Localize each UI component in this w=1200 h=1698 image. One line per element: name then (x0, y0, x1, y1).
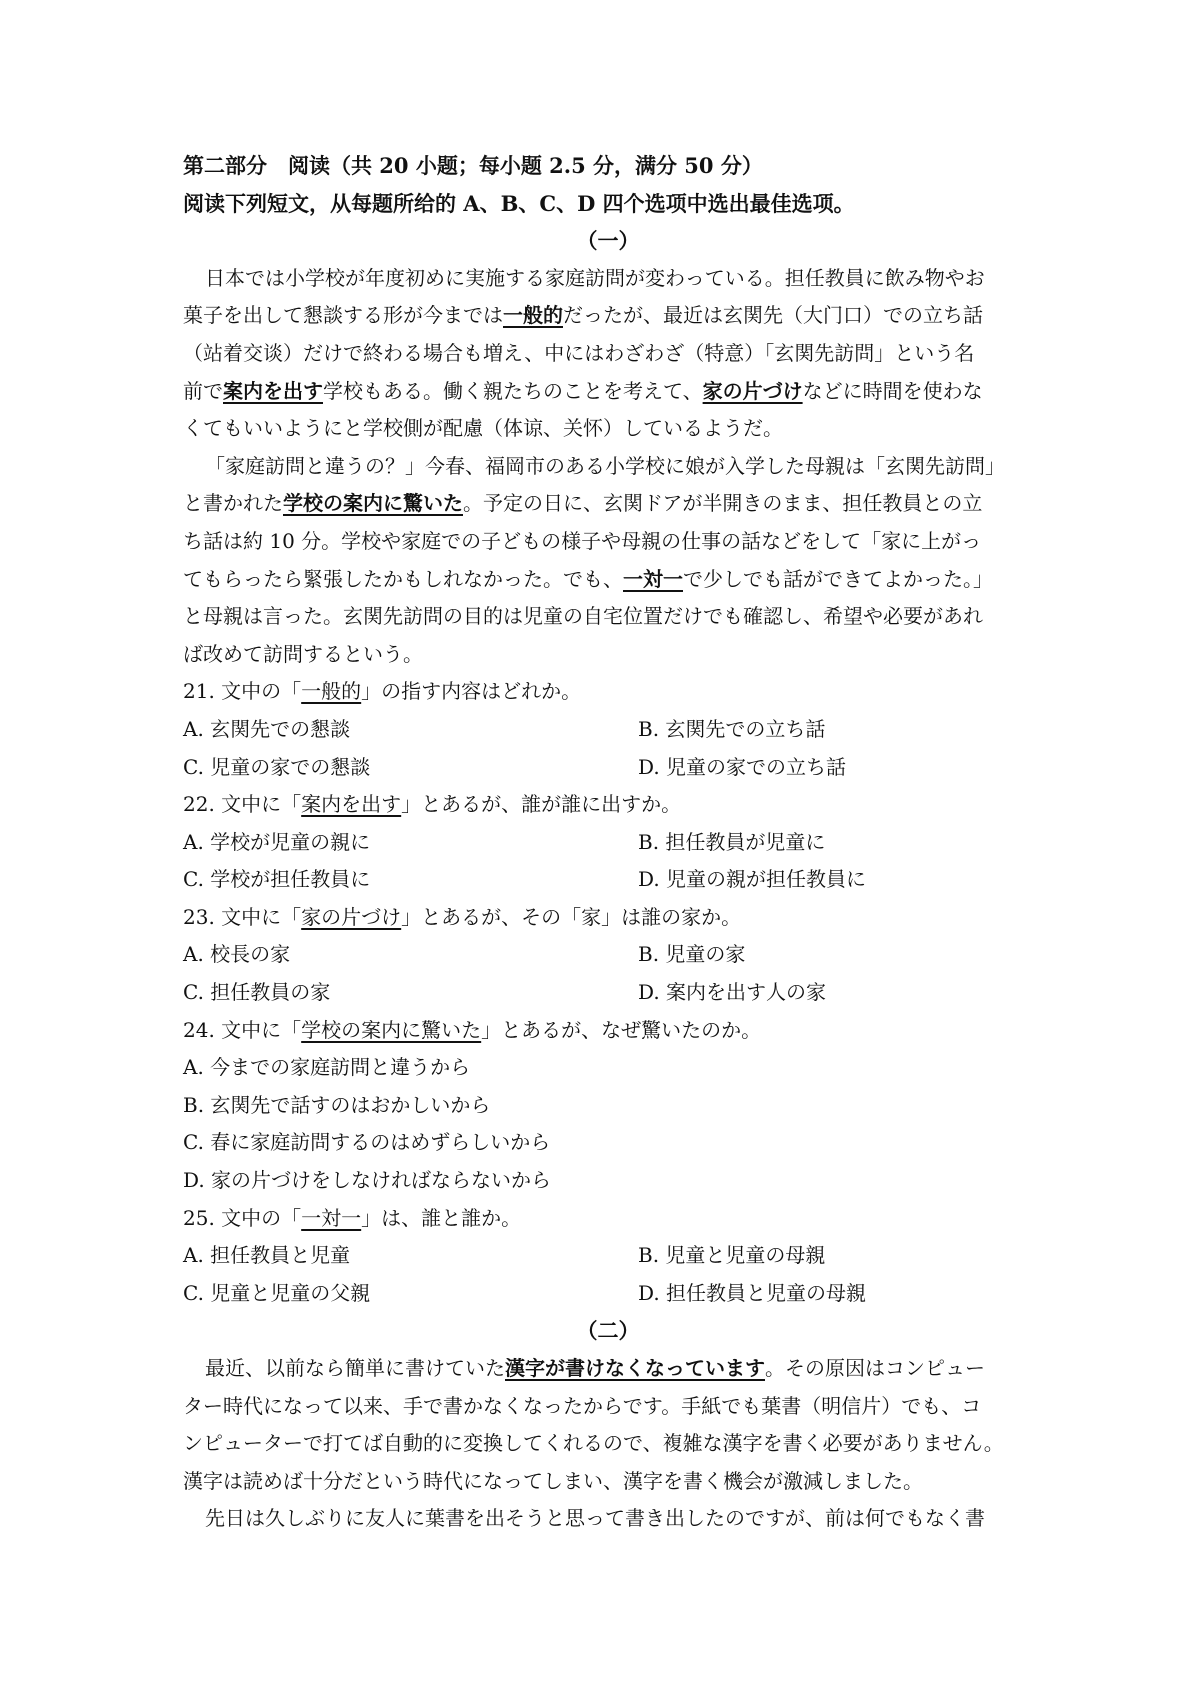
section-title-1: （一） (576, 228, 640, 254)
passage2-line: ンピューターで打てば自動的に変換してくれるので、複雑な漢字を書く必要がありません。 (183, 1431, 1004, 1456)
options-row (183, 974, 1033, 1012)
option-a: A. 担任教員と児童 (183, 1243, 351, 1268)
underlined-term: 一対一 (623, 566, 683, 591)
passage1-line: 前で案内を出す学校もある。働く親たちのことを考えて、家の片づけなどに時間を使わな (183, 378, 983, 403)
option-c: C. 児童と児童の父親 (183, 1280, 371, 1305)
passage2-line: 最近、以前なら簡単に書けていた漢字が書けなくなっています。その原因はコンピュー (205, 1356, 985, 1380)
passage1-line: （站着交谈）だけで終わる場合も増え、中にはわざわざ（特意）「玄関先訪問」という名 (183, 340, 975, 365)
instructions: 阅读下列短文，从每题所给的 A、B、C、D 四个选项中选出最佳选项。 (183, 190, 855, 216)
option-d: D. 案内を出す人の家 (638, 980, 827, 1005)
underlined-term: 学校の案内に驚いた (283, 491, 463, 516)
option-c: C. 担任教員の家 (183, 980, 331, 1005)
section-title-2: （二） (576, 1318, 640, 1344)
options-row (183, 824, 1033, 862)
passage2-line: 先日は久しぶりに友人に葉書を出そうと思って書き出したのですが、前は何でもなく書 (205, 1506, 985, 1531)
exam-page (183, 147, 1033, 1538)
passage2-line: 漢字は読めば十分だという時代になってしまい、漢字を書く機会が激減しました。 (183, 1468, 923, 1493)
option-c: C. 児童の家での懇談 (183, 754, 371, 779)
option-a: A. 学校が児童の親に (183, 829, 371, 854)
passage1-line: 「家庭訪問と違うの？」今春、福岡市のある小学校に娘が入学した母親は「玄関先訪問」 (205, 453, 1005, 478)
passage2-line: ター時代になって以来、手で書かなくなったからです。手紙でも葉書（明信片）でも、コ (183, 1393, 982, 1418)
options-row (183, 1275, 1033, 1313)
part-heading: 第二部分 阅读（共 20 小题；每小题 2.5 分，满分 50 分） (183, 153, 763, 178)
passage1-line: と母親は言った。玄関先訪問の目的は児童の自宅位置だけでも確認し、希望や必要があれ (183, 604, 983, 629)
question-25: 25. 文中の「一対一」は、誰と誰か。 (183, 1205, 522, 1230)
options-row (183, 711, 1033, 749)
underlined-term: 家の片づけ (702, 378, 803, 403)
question-22: 22. 文中に「案内を出す」とあるが、誰が誰に出すか。 (183, 792, 682, 817)
question-24: 24. 文中に「学校の案内に驚いた」とあるが、なぜ驚いたのか。 (183, 1017, 762, 1042)
option-b: B. 玄関先で話すのはおかしいから (183, 1092, 491, 1117)
option-a: A. 校長の家 (183, 942, 291, 967)
underlined-term: 一般的 (503, 303, 563, 328)
passage1-line: てもらったら緊張したかもしれなかった。でも、一対一で少しでも話ができてよかった。」 (183, 566, 993, 591)
question-21: 21. 文中の「一般的」の指す内容はどれか。 (183, 679, 582, 704)
underlined-term: 案内を出す (223, 378, 323, 403)
passage1-line: 菓子を出して懇談する形が今までは一般的だったが、最近は玄関先（大门口）での立ち話 (183, 303, 983, 328)
passage1-line: ち話は約 10 分。学校や家庭での子どもの様子や母親の仕事の話などをして「家に上がっ (183, 528, 982, 553)
option-a: A. 今までの家庭訪問と違うから (183, 1055, 471, 1080)
option-b: B. 担任教員が児童に (638, 829, 826, 854)
option-d: D. 児童の家での立ち話 (638, 754, 847, 779)
underlined-term: 漢字が書けなくなっています (505, 1356, 765, 1380)
options-row (183, 749, 1033, 787)
option-d: D. 家の片づけをしなければならないから (183, 1168, 552, 1193)
passage1-line: ば改めて訪問するという。 (183, 641, 423, 666)
option-c: C. 春に家庭訪問するのはめずらしいから (183, 1130, 551, 1155)
option-b: B. 玄関先での立ち話 (638, 716, 826, 741)
option-d: D. 担任教員と児童の母親 (638, 1280, 867, 1305)
option-c: C. 学校が担任教員に (183, 867, 371, 892)
option-b: B. 児童と児童の母親 (638, 1243, 826, 1268)
options-row (183, 936, 1033, 974)
option-d: D. 児童の親が担任教員に (638, 867, 867, 892)
passage1-line: 日本では小学校が年度初めに実施する家庭訪問が変わっている。担任教員に飲み物やお (205, 265, 985, 290)
options-row (183, 861, 1033, 899)
passage1-line: と書かれた学校の案内に驚いた。予定の日に、玄関ドアが半開きのまま、担任教員との立 (183, 491, 983, 516)
option-b: B. 児童の家 (638, 942, 746, 967)
passage1-line: くてもいいようにと学校側が配慮（体谅、关怀）しているようだ。 (183, 416, 783, 441)
option-a: A. 玄関先での懇談 (183, 716, 351, 741)
options-row (183, 1237, 1033, 1275)
question-23: 23. 文中に「家の片づけ」とあるが、その「家」は誰の家か。 (183, 904, 742, 929)
